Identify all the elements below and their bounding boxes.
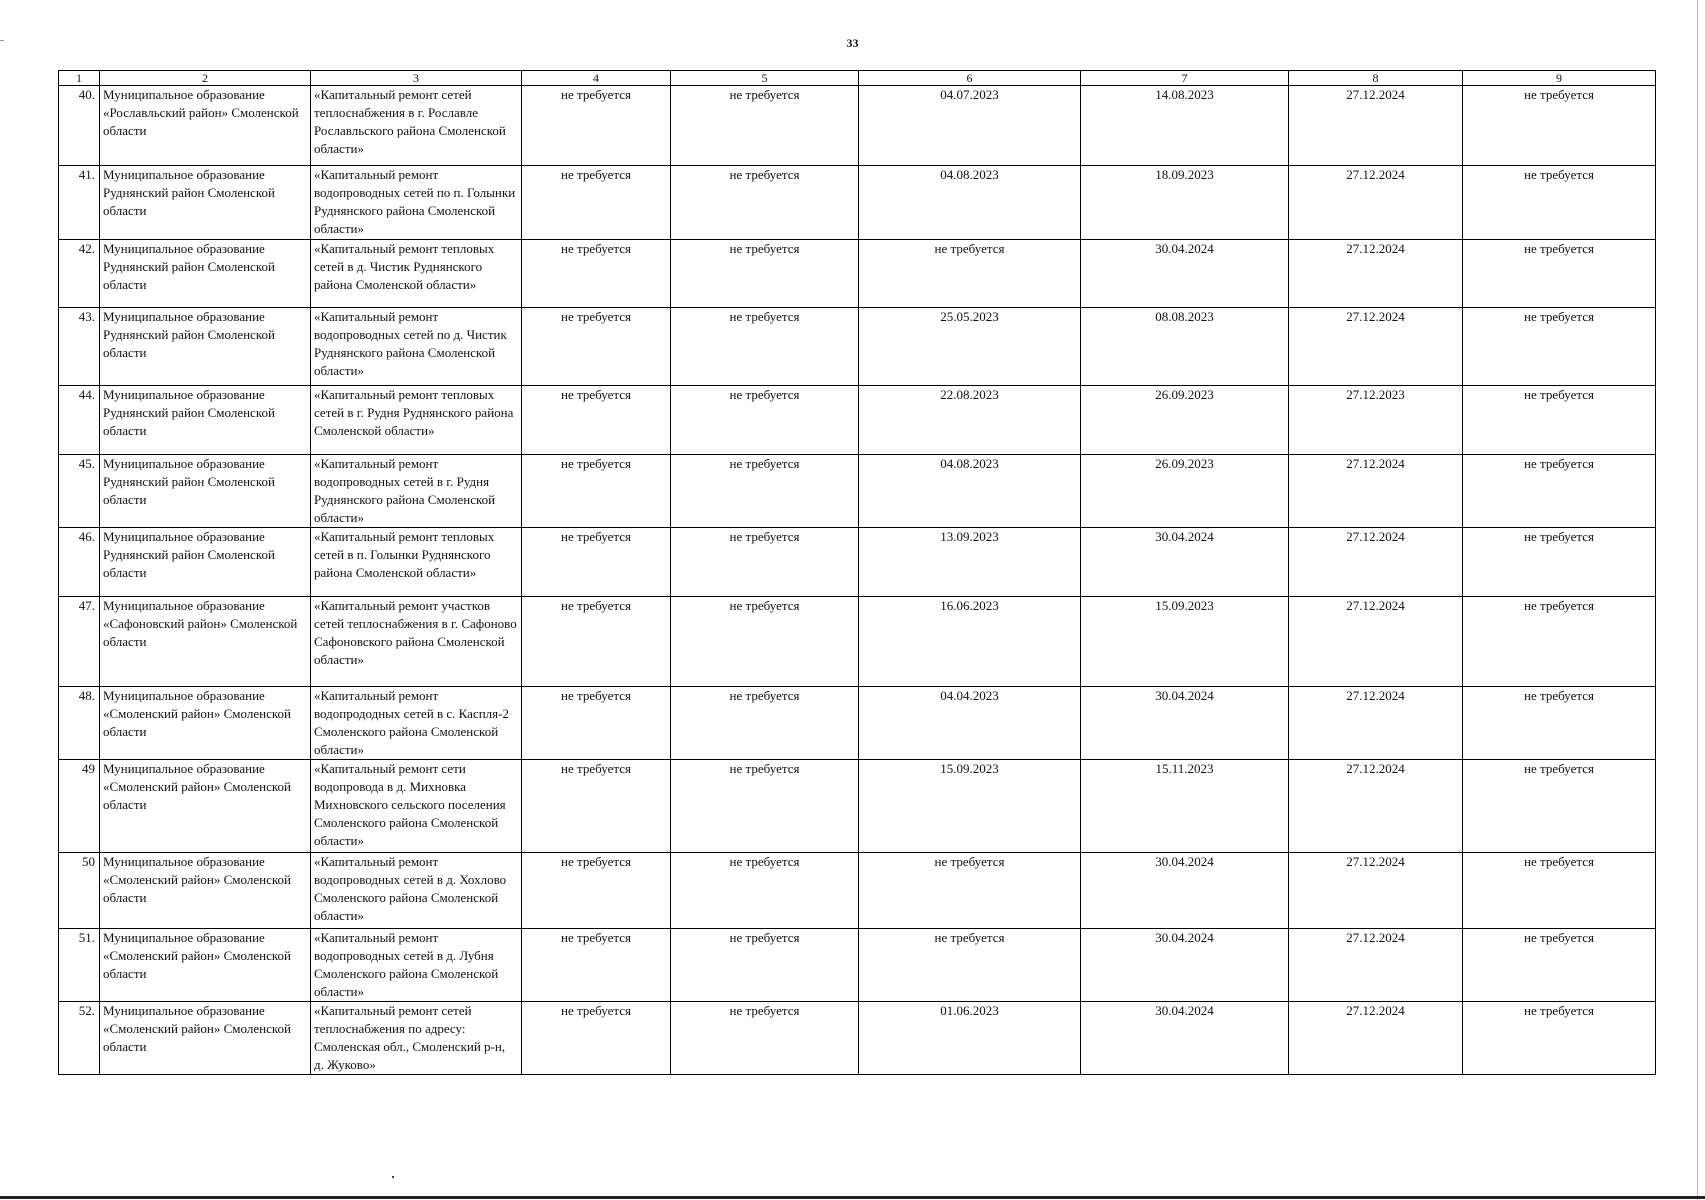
object-cell: «Капитальный ремонт водопроводных сетей в д. Лубня Смоленского района Смоленской области» <box>311 929 522 1002</box>
col6-date-cell: 22.08.2023 <box>859 386 1081 455</box>
table-row <box>59 760 1656 853</box>
row-number: 42. <box>59 240 100 308</box>
row-number: 51. <box>59 929 100 1002</box>
col5-cell: не требуется <box>671 528 859 597</box>
col4-cell: не требуется <box>522 386 671 455</box>
organization-cell: Муниципальное образование Руднянский район Смоленской области <box>100 308 311 386</box>
organization-cell: Муниципальное образование Руднянский район Смоленской области <box>100 166 311 240</box>
column-header: 8 <box>1289 71 1463 86</box>
col4-cell: не требуется <box>522 240 671 308</box>
table-row <box>59 853 1656 929</box>
row-number: 41. <box>59 166 100 240</box>
table-row <box>59 687 1656 760</box>
row-number: 49 <box>59 760 100 853</box>
col7-date-cell: 30.04.2024 <box>1081 240 1289 308</box>
col5-cell: не требуется <box>671 1002 859 1075</box>
col9-cell: не требуется <box>1463 308 1656 386</box>
col7-date-cell: 14.08.2023 <box>1081 86 1289 166</box>
organization-cell: Муниципальное образование «Смоленский район» Смоленской области <box>100 929 311 1002</box>
col5-cell: не требуется <box>671 455 859 528</box>
row-number: 46. <box>59 528 100 597</box>
col9-cell: не требуется <box>1463 1002 1656 1075</box>
row-number: 50 <box>59 853 100 929</box>
column-header: 5 <box>671 71 859 86</box>
column-header: 9 <box>1463 71 1656 86</box>
row-number: 43. <box>59 308 100 386</box>
col9-cell: не требуется <box>1463 386 1656 455</box>
col6-date-cell: 15.09.2023 <box>859 760 1081 853</box>
table-row <box>59 455 1656 528</box>
col7-date-cell: 30.04.2024 <box>1081 853 1289 929</box>
schedule-table <box>58 70 1656 1075</box>
object-cell: «Капитальный ремонт водопроводных сетей в г. Рудня Руднянского района Смоленской области» <box>311 455 522 528</box>
col8-date-cell: 27.12.2024 <box>1289 308 1463 386</box>
col9-cell: не требуется <box>1463 597 1656 687</box>
column-header: 6 <box>859 71 1081 86</box>
table-row <box>59 240 1656 308</box>
organization-cell: Муниципальное образование «Смоленский район» Смоленской области <box>100 853 311 929</box>
col7-date-cell: 30.04.2024 <box>1081 687 1289 760</box>
col6-date-cell: не требуется <box>859 853 1081 929</box>
table-row <box>59 528 1656 597</box>
page-bottom-border <box>0 1196 1705 1199</box>
col9-cell: не требуется <box>1463 687 1656 760</box>
organization-cell: Муниципальное образование Руднянский район Смоленской области <box>100 240 311 308</box>
col9-cell: не требуется <box>1463 455 1656 528</box>
col4-cell: не требуется <box>522 86 671 166</box>
col8-date-cell: 27.12.2024 <box>1289 687 1463 760</box>
object-cell: «Капитальный ремонт сетей теплоснабжения в г. Рославле Рославльского района Смоленской области» <box>311 86 522 166</box>
column-header: 1 <box>59 71 100 86</box>
scan-dot <box>392 1176 394 1178</box>
col5-cell: не требуется <box>671 240 859 308</box>
table-row <box>59 386 1656 455</box>
col6-date-cell: 04.08.2023 <box>859 455 1081 528</box>
object-cell: «Капитальный ремонт тепловых сетей в п. Голынки Руднянского района Смоленской области» <box>311 528 522 597</box>
col6-date-cell: 04.07.2023 <box>859 86 1081 166</box>
col6-date-cell: 25.05.2023 <box>859 308 1081 386</box>
object-cell: «Капитальный ремонт водопрододных сетей в с. Каспля-2 Смоленского района Смоленской области» <box>311 687 522 760</box>
object-cell: «Капитальный ремонт тепловых сетей в г. Рудня Руднянского района Смоленской области» <box>311 386 522 455</box>
row-number: 44. <box>59 386 100 455</box>
col6-date-cell: 04.04.2023 <box>859 687 1081 760</box>
column-header: 2 <box>100 71 311 86</box>
col7-date-cell: 08.08.2023 <box>1081 308 1289 386</box>
organization-cell: Муниципальное образование Руднянский район Смоленской области <box>100 386 311 455</box>
col4-cell: не требуется <box>522 1002 671 1075</box>
col4-cell: не требуется <box>522 528 671 597</box>
col7-date-cell: 30.04.2024 <box>1081 528 1289 597</box>
object-cell: «Капитальный ремонт водопроводных сетей по д. Чистик Руднянского района Смоленской области» <box>311 308 522 386</box>
organization-cell: Муниципальное образование «Рославльский район» Смоленской области <box>100 86 311 166</box>
column-header: 3 <box>311 71 522 86</box>
table-row <box>59 166 1656 240</box>
col7-date-cell: 30.04.2024 <box>1081 929 1289 1002</box>
row-number: 40. <box>59 86 100 166</box>
row-number: 47. <box>59 597 100 687</box>
col8-date-cell: 27.12.2024 <box>1289 597 1463 687</box>
object-cell: «Капитальный ремонт тепловых сетей в д. Чистик Руднянского района Смоленской области» <box>311 240 522 308</box>
col4-cell: не требуется <box>522 455 671 528</box>
table-row <box>59 86 1656 166</box>
col9-cell: не требуется <box>1463 929 1656 1002</box>
col8-date-cell: 27.12.2024 <box>1289 1002 1463 1075</box>
col7-date-cell: 30.04.2024 <box>1081 1002 1289 1075</box>
col5-cell: не требуется <box>671 166 859 240</box>
object-cell: «Капитальный ремонт сети водопровода в д. Михновка Михновского сельского поселения Смоленского района Смоленской области» <box>311 760 522 853</box>
col5-cell: не требуется <box>671 308 859 386</box>
col9-cell: не требуется <box>1463 760 1656 853</box>
column-header-row <box>59 71 1656 86</box>
column-header: 4 <box>522 71 671 86</box>
col5-cell: не требуется <box>671 86 859 166</box>
col8-date-cell: 27.12.2024 <box>1289 528 1463 597</box>
organization-cell: Муниципальное образование «Смоленский район» Смоленской области <box>100 760 311 853</box>
object-cell: «Капитальный ремонт сетей теплоснабжения по адресу: Смоленская обл., Смоленский р-н, д. Жуково» <box>311 1002 522 1075</box>
col8-date-cell: 27.12.2023 <box>1289 386 1463 455</box>
col9-cell: не требуется <box>1463 166 1656 240</box>
col4-cell: не требуется <box>522 853 671 929</box>
col4-cell: не требуется <box>522 760 671 853</box>
col4-cell: не требуется <box>522 687 671 760</box>
col8-date-cell: 27.12.2024 <box>1289 240 1463 308</box>
col9-cell: не требуется <box>1463 240 1656 308</box>
col8-date-cell: 27.12.2024 <box>1289 166 1463 240</box>
column-header: 7 <box>1081 71 1289 86</box>
col4-cell: не требуется <box>522 929 671 1002</box>
col7-date-cell: 15.09.2023 <box>1081 597 1289 687</box>
table-row <box>59 308 1656 386</box>
col7-date-cell: 26.09.2023 <box>1081 386 1289 455</box>
col7-date-cell: 26.09.2023 <box>1081 455 1289 528</box>
row-number: 45. <box>59 455 100 528</box>
object-cell: «Капитальный ремонт участков сетей теплоснабжения в г. Сафоново Сафоновского района Смоленской области» <box>311 597 522 687</box>
col7-date-cell: 15.11.2023 <box>1081 760 1289 853</box>
organization-cell: Муниципальное образование «Сафоновский район» Смоленской области <box>100 597 311 687</box>
col9-cell: не требуется <box>1463 528 1656 597</box>
col5-cell: не требуется <box>671 760 859 853</box>
col8-date-cell: 27.12.2024 <box>1289 455 1463 528</box>
table-row <box>59 597 1656 687</box>
col9-cell: не требуется <box>1463 853 1656 929</box>
col5-cell: не требуется <box>671 386 859 455</box>
table-row <box>59 1002 1656 1075</box>
col6-date-cell: 04.08.2023 <box>859 166 1081 240</box>
row-number: 48. <box>59 687 100 760</box>
col5-cell: не требуется <box>671 597 859 687</box>
col6-date-cell: не требуется <box>859 240 1081 308</box>
scan-mark <box>0 40 4 41</box>
col4-cell: не требуется <box>522 308 671 386</box>
col6-date-cell: 13.09.2023 <box>859 528 1081 597</box>
col8-date-cell: 27.12.2024 <box>1289 86 1463 166</box>
col5-cell: не требуется <box>671 687 859 760</box>
page-edge <box>1697 0 1698 1200</box>
col9-cell: не требуется <box>1463 86 1656 166</box>
organization-cell: Муниципальное образование Руднянский район Смоленской области <box>100 528 311 597</box>
col4-cell: не требуется <box>522 597 671 687</box>
organization-cell: Муниципальное образование Руднянский район Смоленской области <box>100 455 311 528</box>
col4-cell: не требуется <box>522 166 671 240</box>
col5-cell: не требуется <box>671 853 859 929</box>
table-body <box>59 71 1656 1075</box>
col8-date-cell: 27.12.2024 <box>1289 929 1463 1002</box>
object-cell: «Капитальный ремонт водопроводных сетей по п. Голынки Руднянского района Смоленской области» <box>311 166 522 240</box>
col8-date-cell: 27.12.2024 <box>1289 760 1463 853</box>
col6-date-cell: 01.06.2023 <box>859 1002 1081 1075</box>
col5-cell: не требуется <box>671 929 859 1002</box>
page-number: 33 <box>846 36 859 50</box>
organization-cell: Муниципальное образование «Смоленский район» Смоленской области <box>100 687 311 760</box>
col8-date-cell: 27.12.2024 <box>1289 853 1463 929</box>
col7-date-cell: 18.09.2023 <box>1081 166 1289 240</box>
row-number: 52. <box>59 1002 100 1075</box>
object-cell: «Капитальный ремонт водопроводных сетей в д. Хохлово Смоленского района Смоленской области» <box>311 853 522 929</box>
col6-date-cell: не требуется <box>859 929 1081 1002</box>
organization-cell: Муниципальное образование «Смоленский район» Смоленской области <box>100 1002 311 1075</box>
table-row <box>59 929 1656 1002</box>
col6-date-cell: 16.06.2023 <box>859 597 1081 687</box>
